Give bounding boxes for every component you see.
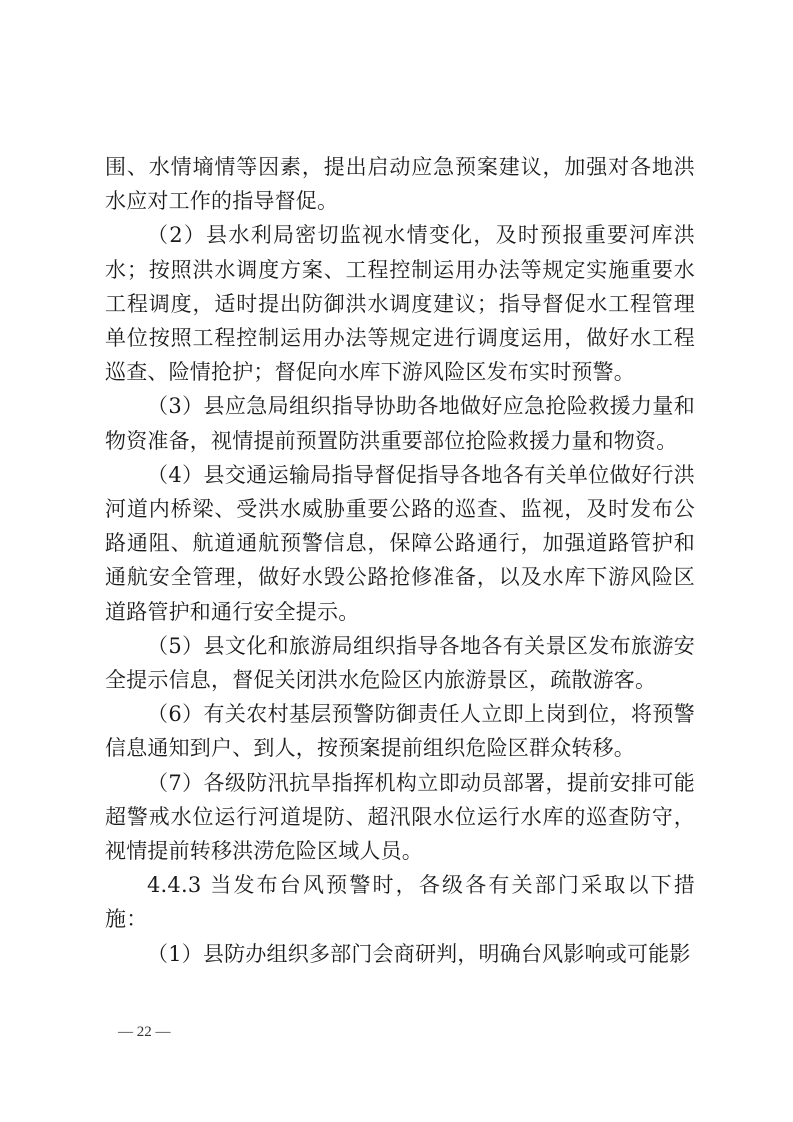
paragraph-item-2: （2）县水利局密切监视水情变化，及时预报重要河库洪水；按照洪水调度方案、工程控制运用办法等规定实施重要水工程调度，适时提出防御洪水调度建议；指导督促水工程管理单位按照工程控制运用办法等规定进行调度运用，做好水工程巡查、险情抢护；督促向水库下游风险区发布实时预警。	[105, 223, 695, 385]
paragraph-item-6: （6）有关农村基层预警防御责任人立即上岗到位，将预警信息通知到户、到人，按预案提前组织危险区群众转移。	[105, 702, 695, 761]
paragraph-item-7: （7）各级防汛抗旱指挥机构立即动员部署，提前安排可能超警戒水位运行河道堤防、超汛限水位运行水库的巡查防守，视情提前转移洪涝危险区域人员。	[105, 770, 695, 864]
paragraph-item-5: （5）县文化和旅游局组织指导各地各有关景区发布旅游安全提示信息，督促关闭洪水危险区内旅游景区，疏散游客。	[105, 633, 695, 693]
paragraph-item-4: （4）县交通运输局指导督促指导各地各有关单位做好行洪河道内桥梁、受洪水威胁重要公路的巡查、监视，及时发布公路通阻、航道通航预警信息，保障公路通行，加强道路管护和通航安全管理，做好水毁公路抢修准备，以及水库下游风险区道路管护和通行安全提示。	[105, 462, 695, 624]
document-body	[105, 150, 695, 971]
paragraph-item-3: （3）县应急局组织指导协助各地做好应急抢险救援力量和物资准备，视情提前预置防洪重要部位抢险救援力量和物资。	[105, 394, 695, 453]
paragraph-continuation: 围、水情墒情等因素，提出启动应急预案建议，加强对各地洪水应对工作的指导督促。	[105, 155, 695, 214]
paragraph-typhoon-item-1: （1）县防办组织多部门会商研判，明确台风影响或可能影	[147, 941, 691, 966]
section-heading-4-4-3: 4.4.3 当发布台风预警时，各级各有关部门采取以下措施：	[105, 873, 695, 932]
page-number: — 22 —	[118, 1024, 171, 1040]
